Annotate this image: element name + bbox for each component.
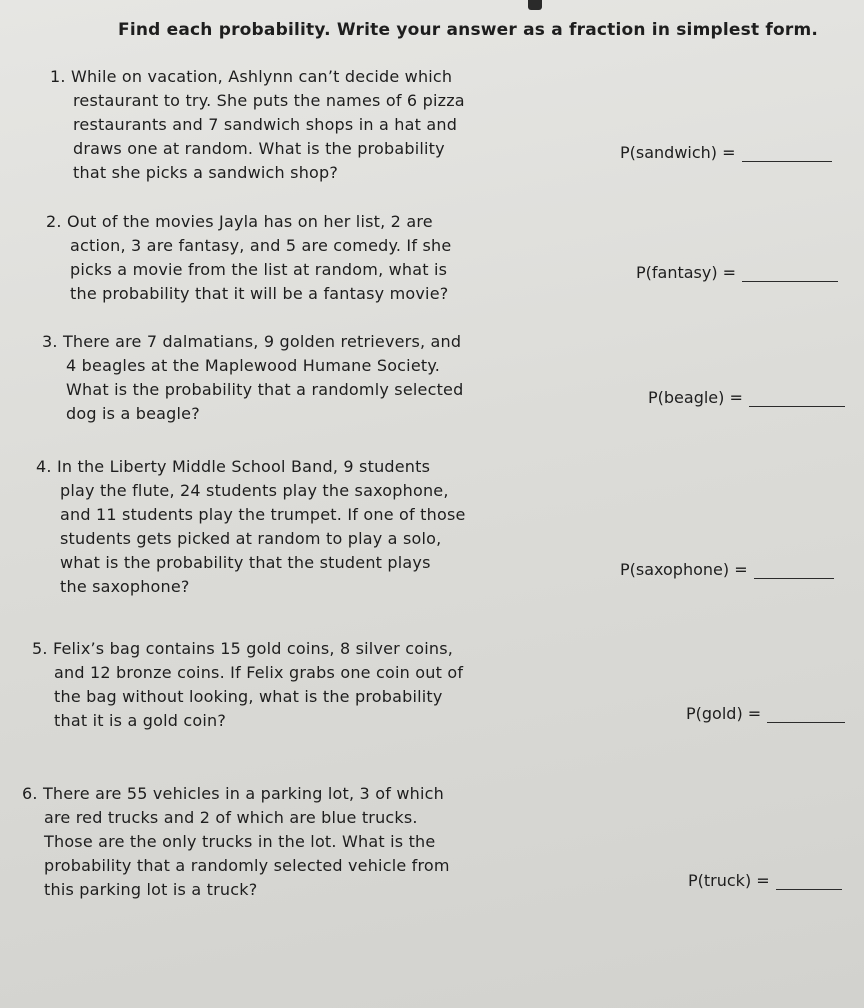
- answer-blank[interactable]: [776, 875, 842, 890]
- problem-line: what is the probability that the student plays: [60, 553, 431, 572]
- problem-line: 2. Out of the movies Jayla has on her list, 2 are: [46, 212, 433, 231]
- problem-line: action, 3 are fantasy, and 5 are comedy. If she: [70, 236, 452, 255]
- answer-label: P(saxophone) =: [620, 560, 748, 579]
- answer-label: P(truck) =: [688, 871, 770, 890]
- problem-line: restaurant to try. She puts the names of 6 pizza: [73, 91, 465, 110]
- problem-line: dog is a beagle?: [66, 404, 200, 423]
- problem-line: 4. In the Liberty Middle School Band, 9 students: [36, 457, 431, 476]
- problem-line: probability that a randomly selected vehicle from: [44, 856, 450, 875]
- problem-line: restaurants and 7 sandwich shops in a hat and: [73, 115, 458, 134]
- answer-blank[interactable]: [767, 708, 845, 723]
- problem-line: the probability that it will be a fantasy movie?: [70, 284, 449, 303]
- answer-sandwich: [620, 143, 832, 162]
- answer-fantasy: [636, 263, 838, 282]
- problem-1: [50, 65, 465, 185]
- problem-line: that she picks a sandwich shop?: [73, 163, 339, 182]
- problem-line: What is the probability that a randomly selected: [66, 380, 464, 399]
- problem-6: [22, 782, 450, 902]
- problem-line: Those are the only trucks in the lot. What is the: [44, 832, 436, 851]
- problem-line: 4 beagles at the Maplewood Humane Society.: [66, 356, 441, 375]
- problem-line: the bag without looking, what is the probability: [54, 687, 443, 706]
- problem-2: [46, 210, 451, 306]
- problem-line: 5. Felix’s bag contains 15 gold coins, 8 silver coins,: [32, 639, 454, 658]
- answer-blank[interactable]: [749, 392, 845, 407]
- problem-line: are red trucks and 2 of which are blue trucks.: [44, 808, 418, 827]
- problem-line: students gets picked at random to play a solo,: [60, 529, 442, 548]
- answer-saxophone: [620, 560, 834, 579]
- answer-label: P(beagle) =: [648, 388, 743, 407]
- answer-label: P(fantasy) =: [636, 263, 737, 282]
- problem-line: draws one at random. What is the probability: [73, 139, 445, 158]
- problem-line: 3. There are 7 dalmatians, 9 golden retrievers, and: [42, 332, 462, 351]
- problem-line: that it is a gold coin?: [54, 711, 227, 730]
- instructions-heading: Find each probability. Write your answer as a fraction in simplest form.: [118, 20, 819, 40]
- answer-label: P(gold) =: [686, 704, 762, 723]
- answer-gold: [686, 704, 845, 723]
- problem-line: play the flute, 24 students play the saxophone,: [60, 481, 449, 500]
- problem-line: and 12 bronze coins. If Felix grabs one coin out of: [54, 663, 464, 682]
- problem-line: this parking lot is a truck?: [44, 880, 258, 899]
- problem-line: 6. There are 55 vehicles in a parking lot, 3 of which: [22, 784, 444, 803]
- answer-label: P(sandwich) =: [620, 143, 736, 162]
- problem-5: [32, 637, 463, 733]
- problem-line: picks a movie from the list at random, what is: [70, 260, 448, 279]
- answer-blank[interactable]: [754, 564, 834, 579]
- answer-truck: [688, 871, 842, 890]
- answer-beagle: [648, 388, 845, 407]
- problem-line: 1. While on vacation, Ashlynn can’t decide which: [50, 67, 453, 86]
- problem-line: and 11 students play the trumpet. If one of those: [60, 505, 466, 524]
- problem-3: [42, 330, 463, 426]
- answer-blank[interactable]: [742, 147, 832, 162]
- problem-line: the saxophone?: [60, 577, 190, 596]
- binder-clip-mark: [528, 0, 542, 10]
- answer-blank[interactable]: [742, 267, 838, 282]
- problem-4: [36, 455, 466, 599]
